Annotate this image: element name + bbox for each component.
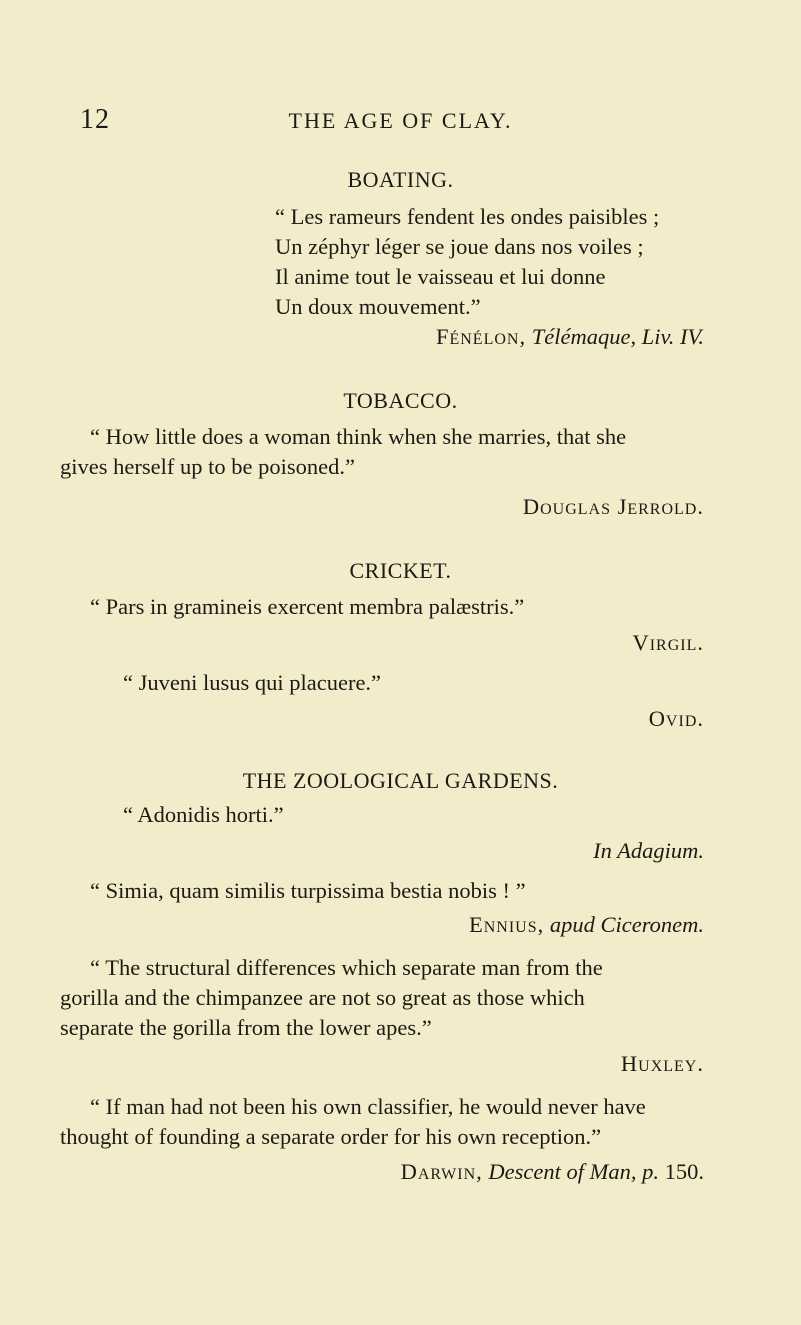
heading-tobacco: TOBACCO. [343, 388, 458, 413]
attribution-virgil: Virgil. [632, 630, 704, 655]
attribution-author: Ennius, [468, 912, 545, 937]
quote-line: “ How little does a woman think when she marries, that she [90, 424, 627, 449]
quote-line: gives herself up to be poisoned.” [60, 454, 355, 479]
quote-line: thought of founding a separate order for his own reception.” [60, 1124, 602, 1149]
attribution-darwin [401, 1157, 704, 1187]
verse-line: “ Les rameurs fendent les ondes paisibles ; [275, 204, 660, 229]
attribution-ovid: Ovid. [648, 706, 704, 731]
verse-line: Il anime tout le vaisseau et lui donne [275, 264, 606, 289]
quote-line: gorilla and the chimpanzee are not so great as those which [60, 985, 585, 1010]
running-title: THE AGE OF CLAY. [288, 108, 513, 133]
attribution-work: Descent of Man, p. [488, 1159, 659, 1184]
quote-line: “ Juveni lusus qui placuere.” [123, 670, 382, 695]
running-header [0, 104, 801, 144]
attribution-author: Fénélon, [435, 324, 527, 349]
page-number: 12 [80, 104, 110, 135]
attribution-adagium: In Adagium. [593, 838, 704, 863]
attribution-fenelon [436, 322, 704, 352]
heading-cricket: CRICKET. [349, 558, 452, 583]
attribution-huxley: Huxley. [620, 1051, 704, 1076]
attribution-ref: Liv. IV. [641, 324, 704, 349]
verse-line: Un zéphyr léger se joue dans nos voiles ; [275, 234, 644, 259]
attribution-work: apud Ciceronem. [549, 912, 704, 937]
quote-line: “ Pars in gramineis exercent membra palæstris.” [90, 594, 525, 619]
quote-line: “ Adonidis horti.” [123, 802, 284, 827]
quote-line: separate the gorilla from the lower apes.” [60, 1015, 432, 1040]
attribution-page: 150. [664, 1159, 704, 1184]
heading-boating: BOATING. [347, 167, 454, 192]
attribution-work: Télémaque, [531, 324, 637, 349]
quote-line: “ If man had not been his own classifier, he would never have [90, 1094, 646, 1119]
quote-line: “ Simia, quam similis turpissima bestia nobis ! ” [90, 878, 526, 903]
attribution-author: Darwin, [400, 1159, 483, 1184]
attribution-ennius [469, 910, 704, 940]
heading-zoological-gardens: THE ZOOLOGICAL GARDENS. [242, 768, 559, 793]
quote-line: “ The structural differences which separate man from the [90, 955, 603, 980]
attribution-jerrold: Douglas Jerrold. [522, 494, 704, 519]
verse-line: Un doux mouvement.” [275, 294, 481, 319]
